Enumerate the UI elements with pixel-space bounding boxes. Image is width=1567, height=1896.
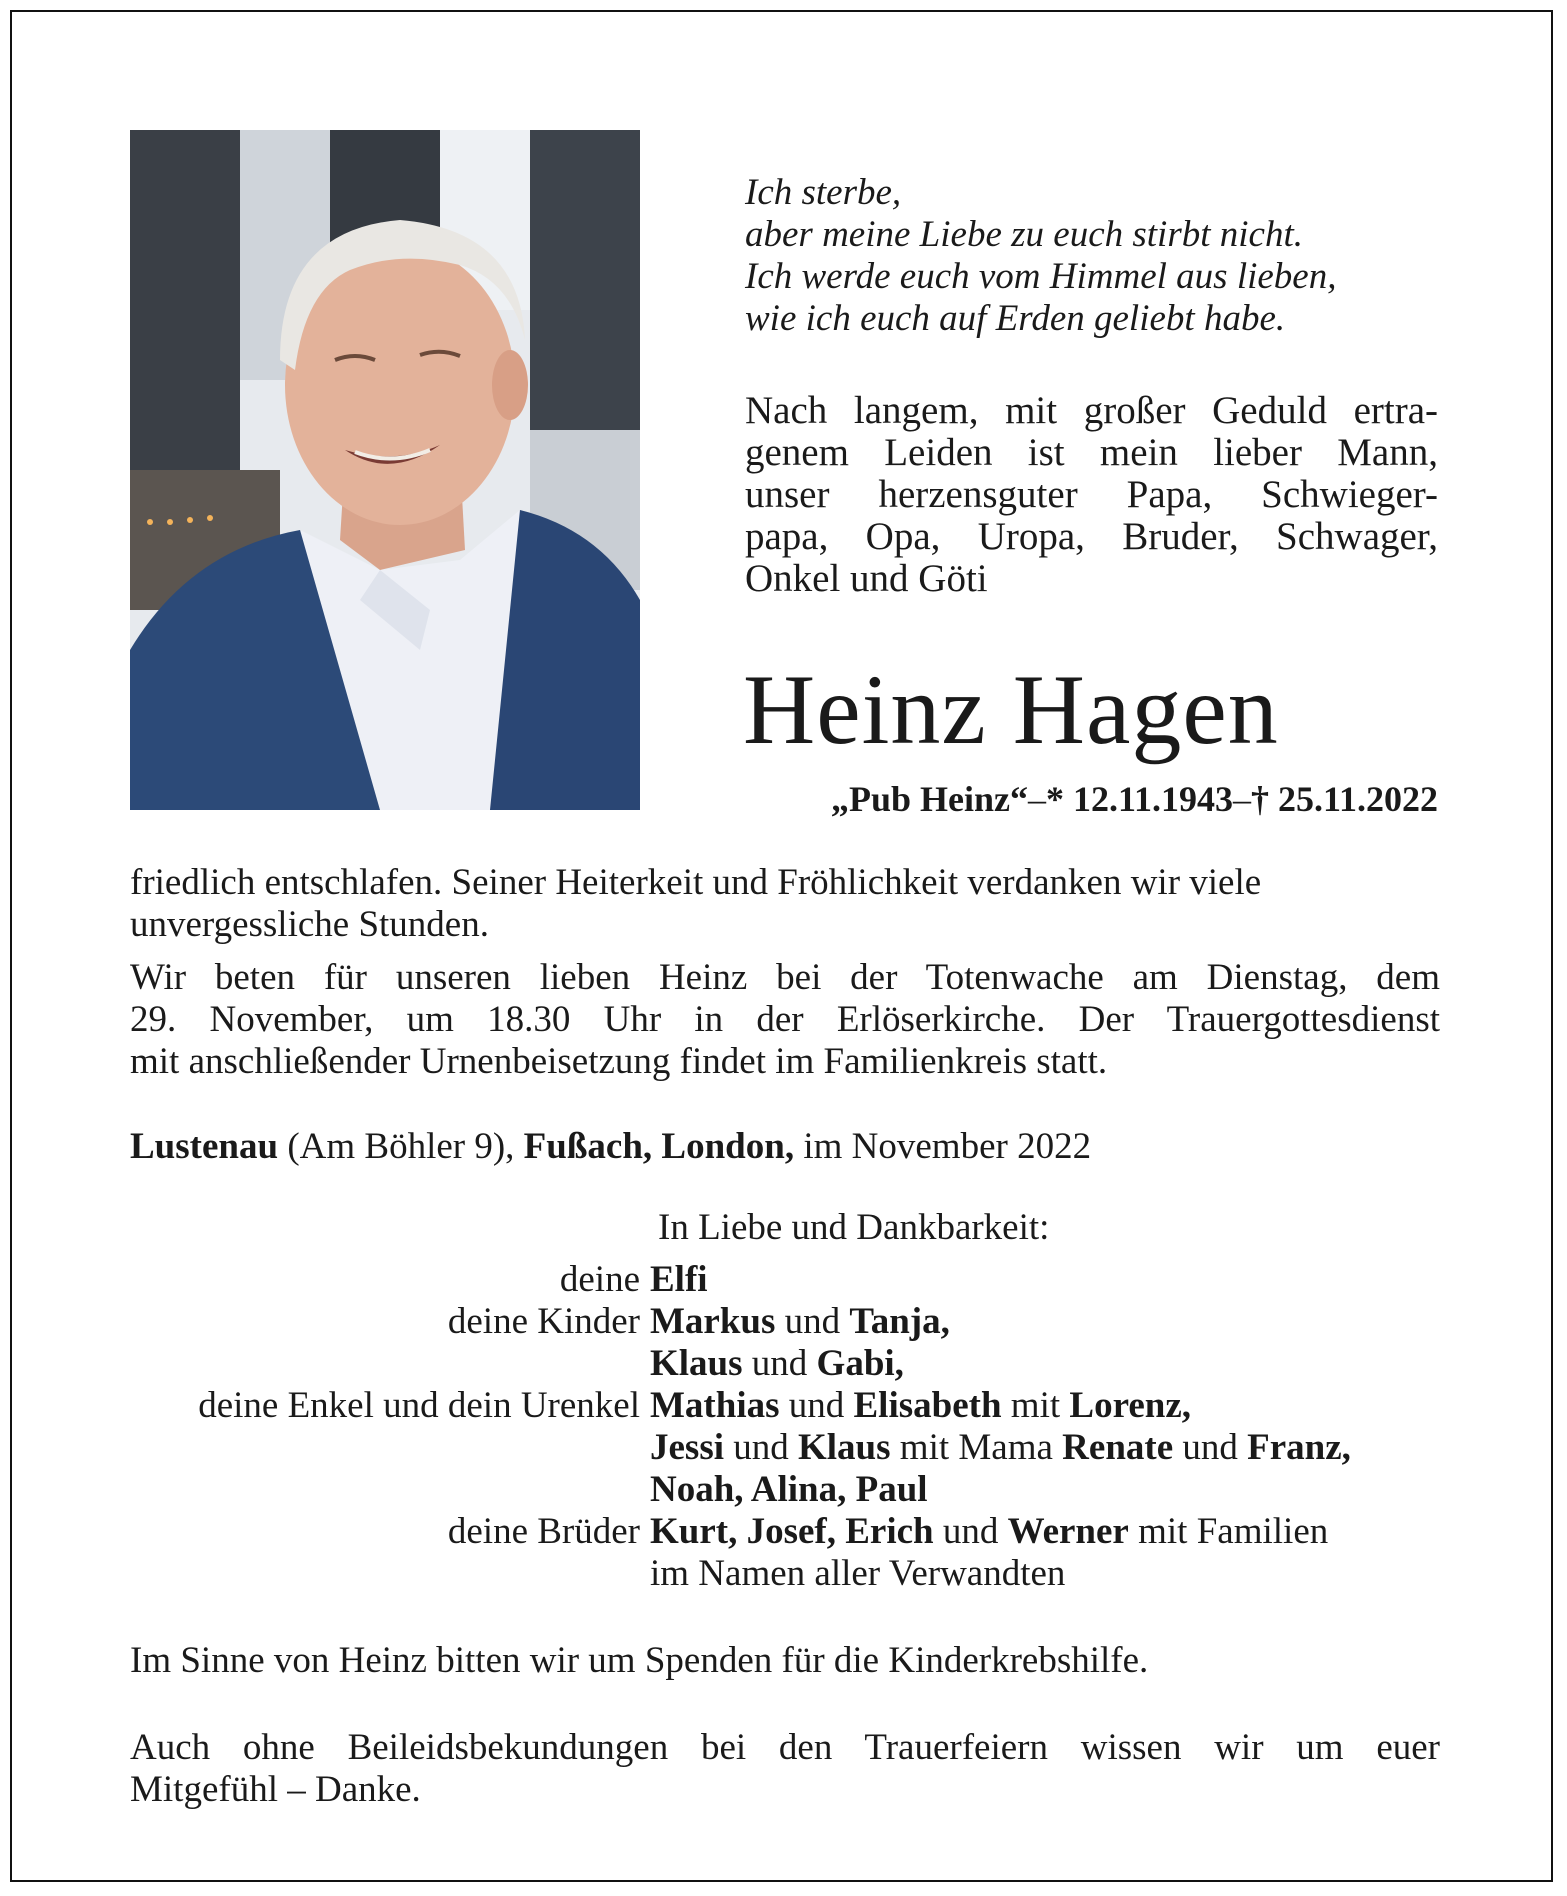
paragraph-line: Mitgefühl – Danke. [130,1769,421,1810]
family-member: Mathias [650,1385,780,1426]
intro-line: genem Leiden ist mein lieber Mann, [745,431,1438,474]
place-and-date [130,1126,1440,1168]
connector: und [933,1511,1008,1552]
paragraph-wake [130,957,1440,1083]
life-dates [745,778,1438,820]
place-town: Lustenau [130,1126,279,1167]
paragraph-line: friedlich entschlafen. Seiner Heiterkeit und Fröhlichkeit verdanken wir viele [130,862,1262,903]
family-label: deine Brüder [447,1511,640,1552]
connector: und [775,1301,850,1342]
family-member: Werner [1007,1511,1129,1552]
family-row [130,1259,1440,1301]
paragraph-line: Wir beten für unseren lieben Heinz bei der Totenwache am Dienstag, dem [130,957,1440,998]
dash: – [1027,779,1046,819]
paragraph-condolence [130,1727,1440,1811]
relatives-line: im Namen aller Verwandten [650,1553,1066,1594]
poem-line: Ich sterbe, [745,172,902,213]
family-member: Gabi, [816,1343,904,1384]
place-date: im November 2022 [794,1126,1092,1167]
family-label: deine [559,1259,640,1300]
poem-line: Ich werde euch vom Himmel aus lieben, [745,256,1337,297]
intro-line: papa, Opa, Uropa, Bruder, Schwager, [745,515,1438,558]
dash: – [1232,779,1251,819]
place-others: Fußach, London, [523,1126,795,1167]
connector: mit Familien [1128,1511,1329,1552]
family-member: Kurt, Josef, Erich [650,1511,934,1552]
family-row [130,1301,1440,1343]
family-member: Franz, [1247,1427,1351,1468]
family-row [130,1553,1440,1595]
intro-line: Onkel und Göti [745,557,988,600]
family-member: Klaus [798,1427,891,1468]
paragraph-line: 29. November, um 18.30 Uhr in der Erlöserkirche. Der Trauergottesdienst [130,999,1440,1040]
family-member: Markus [650,1301,776,1342]
paragraph-line: unvergessliche Stunden. [130,904,489,945]
death-date: † 25.11.2022 [1250,779,1438,819]
paragraph-passing [130,862,1440,946]
paragraph-donation: Im Sinne von Heinz bitten wir um Spenden für die Kinderkrebshilfe. [130,1640,1149,1681]
family-member: Tanja, [849,1301,950,1342]
family-row [130,1343,1440,1385]
connector: und [1173,1427,1248,1468]
nickname: „Pub Heinz“ [830,779,1028,819]
family-member: Renate [1062,1427,1174,1468]
family-row [130,1385,1440,1427]
intro-line: Nach langem, mit großer Geduld ertra- [745,389,1438,432]
family-member: Elisabeth [853,1385,1002,1426]
connector: und [742,1343,817,1384]
connector: mit Mama [890,1427,1063,1468]
intro-line: unser herzensguter Papa, Schwieger- [745,473,1438,516]
family-row [130,1427,1440,1469]
connector: mit [1001,1385,1070,1426]
poem-line: wie ich euch auf Erden geliebt habe. [745,298,1286,339]
paragraph-line: mit anschließender Urnenbeisetzung findet im Familienkreis statt. [130,1041,1108,1082]
connector: und [724,1427,798,1468]
family-member: Klaus [650,1343,743,1384]
family-member: Lorenz, [1069,1385,1191,1426]
poem [745,172,1445,340]
family-row [130,1511,1440,1553]
poem-line: aber meine Liebe zu euch stirbt nicht. [745,214,1303,255]
family-member: Elfi [650,1259,708,1300]
family-list [130,1207,1440,1595]
family-member: Jessi [650,1427,724,1468]
intro-text [745,390,1438,600]
birth-date: * 12.11.1943 [1045,779,1233,819]
thanks-line: In Liebe und Dankbarkeit: [658,1207,1050,1248]
connector: und [779,1385,854,1426]
family-member: Noah, Alina, Paul [650,1469,928,1510]
portrait-photo [130,130,640,810]
portrait-illustration [130,130,640,810]
family-label: deine Kinder [447,1301,640,1342]
family-row [130,1469,1440,1511]
paragraph-line: Auch ohne Beileidsbekundungen bei den Trauerfeiern wissen wir um euer [130,1727,1440,1768]
deceased-name: Heinz Hagen [743,654,1279,765]
family-label: deine Enkel und dein Urenkel [198,1385,640,1426]
place-address: (Am Böhler 9), [278,1126,524,1167]
